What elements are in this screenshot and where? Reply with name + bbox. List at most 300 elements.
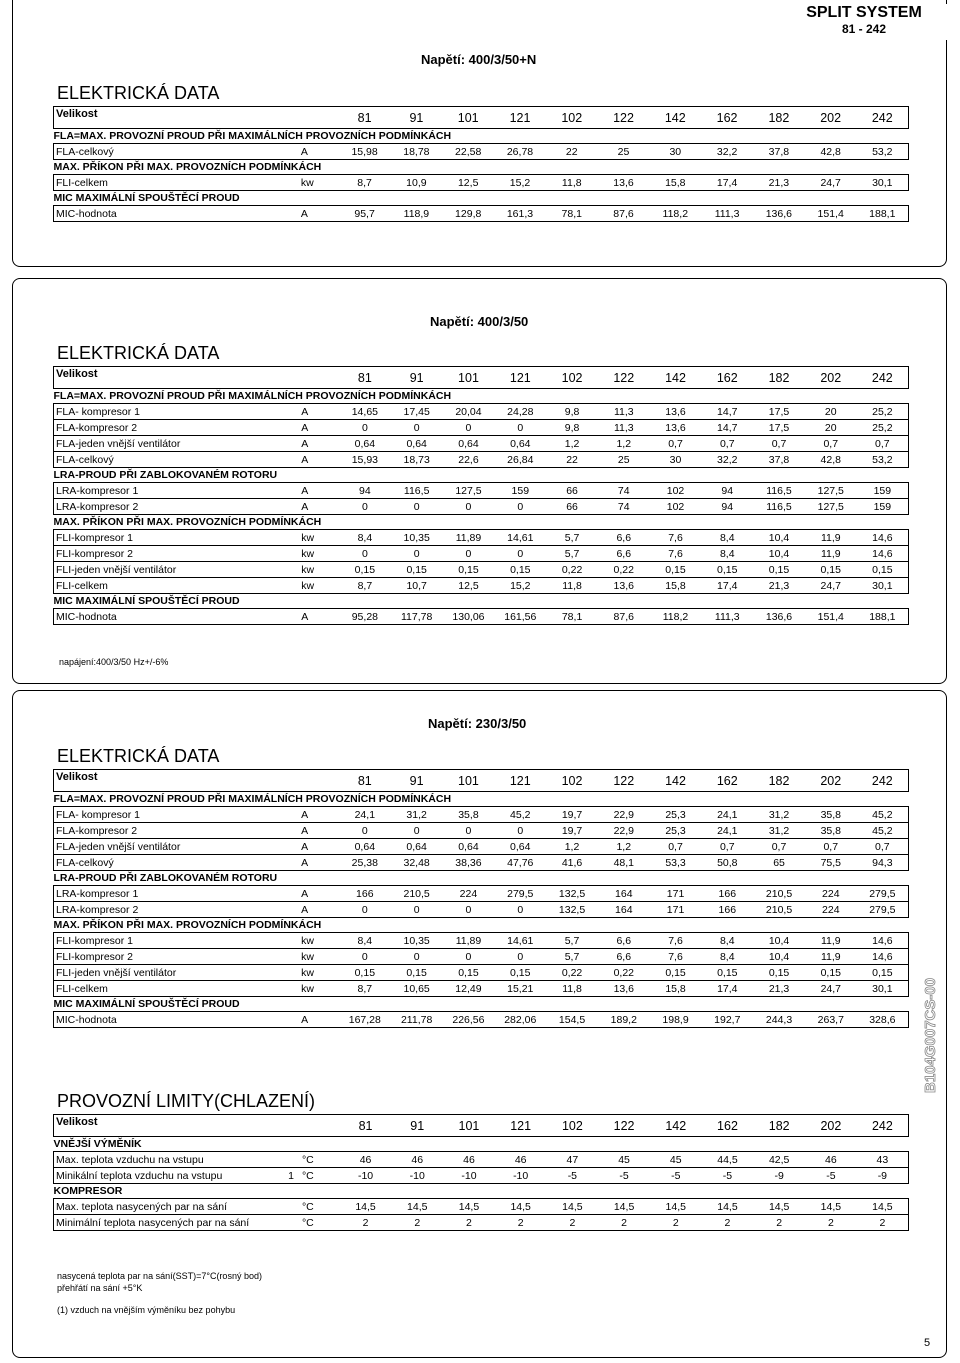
size-column-header: 91 <box>391 770 443 792</box>
value-cell: 151,4 <box>805 206 857 222</box>
value-cell: -9 <box>753 1168 805 1184</box>
table-row <box>54 1012 909 1028</box>
voltage-label: Napětí: 400/3/50 <box>430 314 529 329</box>
value-cell: 102 <box>650 499 702 515</box>
value-cell: 5,7 <box>546 546 598 562</box>
value-cell: 31,2 <box>753 807 805 823</box>
value-cell: 8,7 <box>339 981 391 997</box>
value-cell: 11,89 <box>443 933 495 949</box>
value-cell: 0 <box>339 546 391 562</box>
value-cell: 116,5 <box>391 483 443 499</box>
size-column-header: 121 <box>494 367 546 389</box>
value-cell: 94 <box>701 499 753 515</box>
table-row <box>54 965 909 981</box>
value-cell: 11,8 <box>546 578 598 594</box>
voltage-label: Napětí: 400/3/50+N <box>421 52 537 67</box>
value-cell: 2 <box>598 1215 650 1231</box>
row-label: LRA-kompresor 1 <box>54 886 300 902</box>
section-heading-row <box>54 191 909 206</box>
value-cell: 116,5 <box>753 483 805 499</box>
value-cell: 0,22 <box>598 965 650 981</box>
footnote-spacer <box>57 1294 262 1304</box>
section-heading-row <box>54 997 909 1012</box>
value-cell: 224 <box>805 886 857 902</box>
value-cell: 21,3 <box>753 981 805 997</box>
value-cell: 25,3 <box>650 823 702 839</box>
value-cell: 26,78 <box>494 144 546 160</box>
value-cell: 46 <box>495 1152 547 1168</box>
value-cell: 7,6 <box>650 933 702 949</box>
value-cell: 7,6 <box>650 530 702 546</box>
section-heading-row <box>54 389 909 404</box>
row-label: FLA-celkový <box>54 452 300 468</box>
value-cell: 0,7 <box>701 436 753 452</box>
value-cell: 47 <box>547 1152 599 1168</box>
value-cell: 11,8 <box>546 981 598 997</box>
value-cell: 226,56 <box>443 1012 495 1028</box>
value-cell: 46 <box>805 1152 857 1168</box>
value-cell: 42,8 <box>805 452 857 468</box>
value-cell: 224 <box>805 902 857 918</box>
value-cell: 45,2 <box>494 807 546 823</box>
size-header-row <box>54 107 909 129</box>
value-cell: 8,7 <box>339 578 391 594</box>
value-cell: 37,8 <box>753 144 805 160</box>
value-cell: 14,5 <box>547 1199 599 1215</box>
size-column-header: 122 <box>598 770 650 792</box>
value-cell: 35,8 <box>805 823 857 839</box>
value-cell: 132,5 <box>546 902 598 918</box>
value-cell: 45 <box>598 1152 650 1168</box>
value-cell: 8,4 <box>339 933 391 949</box>
value-cell: 53,2 <box>857 144 909 160</box>
value-cell: 13,6 <box>598 175 650 191</box>
row-label: FLA-celkový <box>54 144 299 160</box>
value-cell: 0,15 <box>701 965 753 981</box>
value-cell: 8,4 <box>701 933 753 949</box>
size-column-header: 182 <box>753 1115 805 1137</box>
value-cell: 17,5 <box>753 404 805 420</box>
value-cell: -5 <box>598 1168 650 1184</box>
value-cell: 14,5 <box>443 1199 495 1215</box>
value-cell: 13,6 <box>650 404 702 420</box>
value-cell: 38,36 <box>443 855 495 871</box>
value-cell: 0 <box>494 949 546 965</box>
value-cell: 41,6 <box>546 855 598 871</box>
value-cell: 15,2 <box>494 578 546 594</box>
value-cell: 8,4 <box>701 530 753 546</box>
value-cell: 24,1 <box>701 823 753 839</box>
value-cell: 0,7 <box>650 839 702 855</box>
value-cell: 164 <box>598 902 650 918</box>
section-title: ELEKTRICKÁ DATA <box>57 343 220 363</box>
row-label: FLI-kompresor 1 <box>54 933 300 949</box>
value-cell: 50,8 <box>701 855 753 871</box>
table-row <box>54 499 909 515</box>
value-cell: 0,15 <box>494 965 546 981</box>
size-column-header: 102 <box>546 107 598 129</box>
value-cell: 15,8 <box>649 175 701 191</box>
value-cell: 111,3 <box>701 206 753 222</box>
value-cell: 0 <box>339 902 391 918</box>
value-cell: 0,22 <box>546 562 598 578</box>
value-cell: -10 <box>443 1168 495 1184</box>
value-cell: 11,9 <box>805 933 857 949</box>
value-cell: 171 <box>650 886 702 902</box>
row-label-text: Minikální teplota vzduchu na vstupu <box>56 1169 223 1182</box>
value-cell: 0,15 <box>701 562 753 578</box>
row-label: Minimální teplota nasycených par na sání <box>54 1215 300 1231</box>
section-heading: MIC MAXIMÁLNÍ SPOUŠTĚCÍ PROUD <box>53 595 240 607</box>
value-cell: 161,56 <box>494 609 546 625</box>
unit-cell: A <box>299 902 339 918</box>
value-cell: 8,4 <box>339 530 391 546</box>
value-cell: 15,2 <box>494 175 546 191</box>
value-cell: 0,15 <box>650 562 702 578</box>
value-cell: 78,1 <box>546 206 598 222</box>
value-cell: 136,6 <box>753 609 805 625</box>
table-row <box>54 404 909 420</box>
value-cell: 15,93 <box>339 452 391 468</box>
value-cell: 279,5 <box>494 886 546 902</box>
size-column-header: 122 <box>598 1115 650 1137</box>
value-cell: -9 <box>857 1168 909 1184</box>
table-row <box>54 483 909 499</box>
footnote-marker: 1 <box>288 1169 294 1182</box>
row-label: LRA-kompresor 2 <box>54 902 300 918</box>
value-cell: 21,3 <box>753 578 805 594</box>
value-cell: 14,6 <box>857 546 909 562</box>
unit-cell: kw <box>299 933 339 949</box>
section-heading: LRA-PROUD PŘI ZABLOKOVANÉM ROTORU <box>53 469 278 481</box>
value-cell: 0,15 <box>650 965 702 981</box>
value-cell: 94 <box>701 483 753 499</box>
value-cell: 0,64 <box>339 839 391 855</box>
value-cell: 0,15 <box>805 562 857 578</box>
value-cell: 12,5 <box>443 578 495 594</box>
value-cell: 210,5 <box>753 886 805 902</box>
table-row <box>54 823 909 839</box>
value-cell: 22,6 <box>443 452 495 468</box>
unit-cell: kw <box>299 965 339 981</box>
value-cell: 22 <box>546 144 598 160</box>
value-cell: 11,9 <box>805 949 857 965</box>
unit-cell: kw <box>299 562 339 578</box>
value-cell: 24,1 <box>701 807 753 823</box>
value-cell: 15,98 <box>339 144 391 160</box>
value-cell: 30 <box>650 452 702 468</box>
value-cell: 20 <box>805 420 857 436</box>
footnote-line: (1) vzduch na vnějším výměníku bez pohybu <box>57 1305 236 1315</box>
value-cell: 263,7 <box>805 1012 857 1028</box>
section-heading: MIC MAXIMÁLNÍ SPOUŠTĚCÍ PROUD <box>53 192 240 204</box>
size-header-row <box>54 367 909 389</box>
section-heading: FLA=MAX. PROVOZNÍ PROUD PŘI MAXIMÁLNÍCH PROVOZNÍCH PODMÍNKÁCH <box>53 130 452 142</box>
section-heading: MAX. PŘÍKON PŘI MAX. PROVOZNÍCH PODMÍNKÁCH <box>53 919 322 931</box>
section-title: ELEKTRICKÁ DATA <box>57 83 220 103</box>
value-cell: 22,58 <box>442 144 494 160</box>
value-cell: 0,7 <box>805 436 857 452</box>
row-label: MIC-hodnota <box>54 206 299 222</box>
section-title: PROVOZNÍ LIMITY(CHLAZENÍ) <box>57 1091 316 1111</box>
value-cell: 17,4 <box>701 578 753 594</box>
value-cell: 10,4 <box>753 530 805 546</box>
value-cell: 0,15 <box>857 965 909 981</box>
row-label: FLI-celkem <box>54 578 300 594</box>
size-column-header: 81 <box>339 367 391 389</box>
value-cell: 19,7 <box>546 807 598 823</box>
document-code: B104G007CS-00 <box>922 977 939 1093</box>
value-cell: 0 <box>391 949 443 965</box>
value-cell: 198,9 <box>650 1012 702 1028</box>
table-row <box>54 546 909 562</box>
size-column-header: 101 <box>443 770 495 792</box>
value-cell: 13,6 <box>598 578 650 594</box>
value-cell: 279,5 <box>857 902 909 918</box>
value-cell: 1,2 <box>598 839 650 855</box>
value-cell: 94 <box>339 483 391 499</box>
value-cell: 8,4 <box>701 949 753 965</box>
row-label: FLI-kompresor 1 <box>54 530 300 546</box>
value-cell: 35,8 <box>443 807 495 823</box>
value-cell: 0,64 <box>443 839 495 855</box>
electrical-data-table <box>53 106 909 222</box>
size-column-header: 102 <box>546 770 598 792</box>
value-cell: 118,2 <box>650 609 702 625</box>
value-cell: 0,15 <box>805 965 857 981</box>
value-cell: 25,2 <box>857 420 909 436</box>
value-cell: 22,9 <box>598 807 650 823</box>
size-column-header: 101 <box>443 1115 495 1137</box>
unit-cell: kw <box>299 546 339 562</box>
value-cell: 53,3 <box>650 855 702 871</box>
value-cell: 47,76 <box>494 855 546 871</box>
table-row <box>54 949 909 965</box>
value-cell: 53,2 <box>857 452 909 468</box>
value-cell: 15,8 <box>650 981 702 997</box>
size-label: Velikost <box>54 367 339 389</box>
value-cell: 5,7 <box>546 949 598 965</box>
value-cell: 25,38 <box>339 855 391 871</box>
value-cell: 14,5 <box>753 1199 805 1215</box>
value-cell: -10 <box>340 1168 392 1184</box>
table-row <box>54 206 909 222</box>
section-heading: VNĚJŠÍ VÝMĚNÍK <box>53 1138 142 1150</box>
value-cell: 32,48 <box>391 855 443 871</box>
value-cell: 22 <box>546 452 598 468</box>
value-cell: 192,7 <box>701 1012 753 1028</box>
value-cell: 188,1 <box>857 609 909 625</box>
section-title: ELEKTRICKÁ DATA <box>57 746 220 766</box>
unit-cell: A <box>299 436 339 452</box>
unit-cell: A <box>299 206 339 222</box>
size-column-header: 242 <box>857 770 909 792</box>
value-cell: 25 <box>598 452 650 468</box>
value-cell: 14,6 <box>857 949 909 965</box>
value-cell: 136,6 <box>753 206 805 222</box>
value-cell: 24,7 <box>805 578 857 594</box>
size-column-header: 101 <box>443 367 495 389</box>
table-row <box>54 1199 909 1215</box>
unit-cell: A <box>299 1012 339 1028</box>
value-cell: 7,6 <box>650 546 702 562</box>
size-column-header: 101 <box>442 107 494 129</box>
value-cell: 45,2 <box>857 807 909 823</box>
value-cell: 24,28 <box>494 404 546 420</box>
value-cell: 31,2 <box>391 807 443 823</box>
table-row <box>54 452 909 468</box>
value-cell: 24,7 <box>805 981 857 997</box>
value-cell: 44,5 <box>702 1152 754 1168</box>
row-label: LRA-kompresor 2 <box>54 499 300 515</box>
value-cell: -5 <box>547 1168 599 1184</box>
value-cell: 10,7 <box>391 578 443 594</box>
value-cell: 30,1 <box>857 578 909 594</box>
value-cell: 0,15 <box>339 562 391 578</box>
value-cell: 0,22 <box>546 965 598 981</box>
section-heading: MAX. PŘÍKON PŘI MAX. PROVOZNÍCH PODMÍNKÁCH <box>53 516 322 528</box>
table-row <box>54 530 909 546</box>
value-cell: 1,2 <box>546 839 598 855</box>
row-label: FLA-celkový <box>54 855 300 871</box>
row-label: FLA-kompresor 2 <box>54 823 300 839</box>
value-cell: 116,5 <box>753 499 805 515</box>
operating-limits-table <box>53 1114 909 1231</box>
value-cell: 189,2 <box>598 1012 650 1028</box>
value-cell: 0,64 <box>391 436 443 452</box>
value-cell: 37,8 <box>753 452 805 468</box>
size-column-header: 202 <box>805 770 857 792</box>
value-cell: 130,06 <box>443 609 495 625</box>
value-cell: 25,2 <box>857 404 909 420</box>
section-heading-row <box>54 1184 909 1199</box>
size-column-header: 122 <box>598 107 650 129</box>
value-cell: 11,89 <box>443 530 495 546</box>
value-cell: 5,7 <box>546 933 598 949</box>
value-cell: 74 <box>598 483 650 499</box>
row-label: FLI-jeden vnější ventilátor <box>54 965 300 981</box>
value-cell: 151,4 <box>805 609 857 625</box>
value-cell: 17,45 <box>391 404 443 420</box>
header-box <box>779 4 949 40</box>
row-label: MIC-hodnota <box>54 609 300 625</box>
value-cell: 2 <box>702 1215 754 1231</box>
value-cell: -5 <box>805 1168 857 1184</box>
value-cell: 0 <box>494 823 546 839</box>
value-cell: 0,7 <box>857 839 909 855</box>
value-cell: 0,15 <box>753 562 805 578</box>
value-cell: 14,7 <box>701 404 753 420</box>
section-heading-row <box>54 871 909 886</box>
footnote-line: přehřátí na sání +5°K <box>57 1283 143 1293</box>
value-cell: 161,3 <box>494 206 546 222</box>
value-cell: 18,73 <box>391 452 443 468</box>
value-cell: 45,2 <box>857 823 909 839</box>
value-cell: 43 <box>857 1152 909 1168</box>
size-column-header: 162 <box>701 770 753 792</box>
size-column-header: 102 <box>547 1115 599 1137</box>
value-cell: 14,5 <box>650 1199 702 1215</box>
value-cell: 159 <box>857 499 909 515</box>
value-cell: 0 <box>494 546 546 562</box>
value-cell: 1,2 <box>546 436 598 452</box>
value-cell: 15,8 <box>650 578 702 594</box>
value-cell: 2 <box>495 1215 547 1231</box>
value-cell: 15,21 <box>494 981 546 997</box>
value-cell: 18,78 <box>391 144 443 160</box>
section-heading-row <box>54 160 909 175</box>
value-cell: 17,4 <box>701 175 753 191</box>
value-cell: 244,3 <box>753 1012 805 1028</box>
value-cell: -5 <box>650 1168 702 1184</box>
value-cell: 30 <box>649 144 701 160</box>
value-cell: 14,5 <box>495 1199 547 1215</box>
size-column-header: 102 <box>546 367 598 389</box>
unit-cell: A <box>299 609 339 625</box>
value-cell: 66 <box>546 483 598 499</box>
value-cell: 95,28 <box>339 609 391 625</box>
table-row <box>54 609 909 625</box>
value-cell: 211,78 <box>391 1012 443 1028</box>
electrical-data-table <box>53 769 909 1028</box>
value-cell: 42,5 <box>753 1152 805 1168</box>
section-heading: KOMPRESOR <box>53 1185 123 1197</box>
table-row <box>54 981 909 997</box>
size-column-header: 162 <box>702 1115 754 1137</box>
value-cell: 0 <box>391 902 443 918</box>
unit-cell: °C <box>300 1199 340 1215</box>
value-cell: 328,6 <box>857 1012 909 1028</box>
value-cell: 13,6 <box>650 420 702 436</box>
table-row <box>54 420 909 436</box>
value-cell: 0 <box>443 949 495 965</box>
value-cell: 22,9 <box>598 823 650 839</box>
value-cell: 6,6 <box>598 949 650 965</box>
value-cell: 87,6 <box>598 206 650 222</box>
row-label: FLA-jeden vnější ventilátor <box>54 436 300 452</box>
value-cell: 0 <box>391 546 443 562</box>
footnotes <box>57 1270 262 1316</box>
value-cell: 32,2 <box>701 452 753 468</box>
value-cell: 14,65 <box>339 404 391 420</box>
value-cell: 10,4 <box>753 949 805 965</box>
size-column-header: 182 <box>753 107 805 129</box>
table-row <box>54 886 909 902</box>
value-cell: 167,28 <box>339 1012 391 1028</box>
value-cell: 66 <box>546 499 598 515</box>
unit-cell: kw <box>299 578 339 594</box>
value-cell: 95,7 <box>339 206 391 222</box>
row-label: FLA-jeden vnější ventilátor <box>54 839 300 855</box>
value-cell: 21,3 <box>753 175 805 191</box>
value-cell: 20,04 <box>443 404 495 420</box>
size-column-header: 182 <box>753 770 805 792</box>
supply-note: napájení:400/3/50 Hz+/-6% <box>59 657 169 667</box>
value-cell: 0 <box>494 420 546 436</box>
value-cell: 5,7 <box>546 530 598 546</box>
value-cell: 2 <box>391 1215 443 1231</box>
unit-cell: A <box>299 452 339 468</box>
value-cell: 0 <box>339 823 391 839</box>
row-label: FLI-celkem <box>54 981 300 997</box>
header-title: SPLIT SYSTEM <box>806 4 922 21</box>
value-cell: 11,3 <box>598 420 650 436</box>
value-cell: 14,5 <box>857 1199 909 1215</box>
size-header-row <box>54 1115 909 1137</box>
value-cell: 127,5 <box>443 483 495 499</box>
unit-cell: A <box>299 823 339 839</box>
value-cell: 0,64 <box>391 839 443 855</box>
